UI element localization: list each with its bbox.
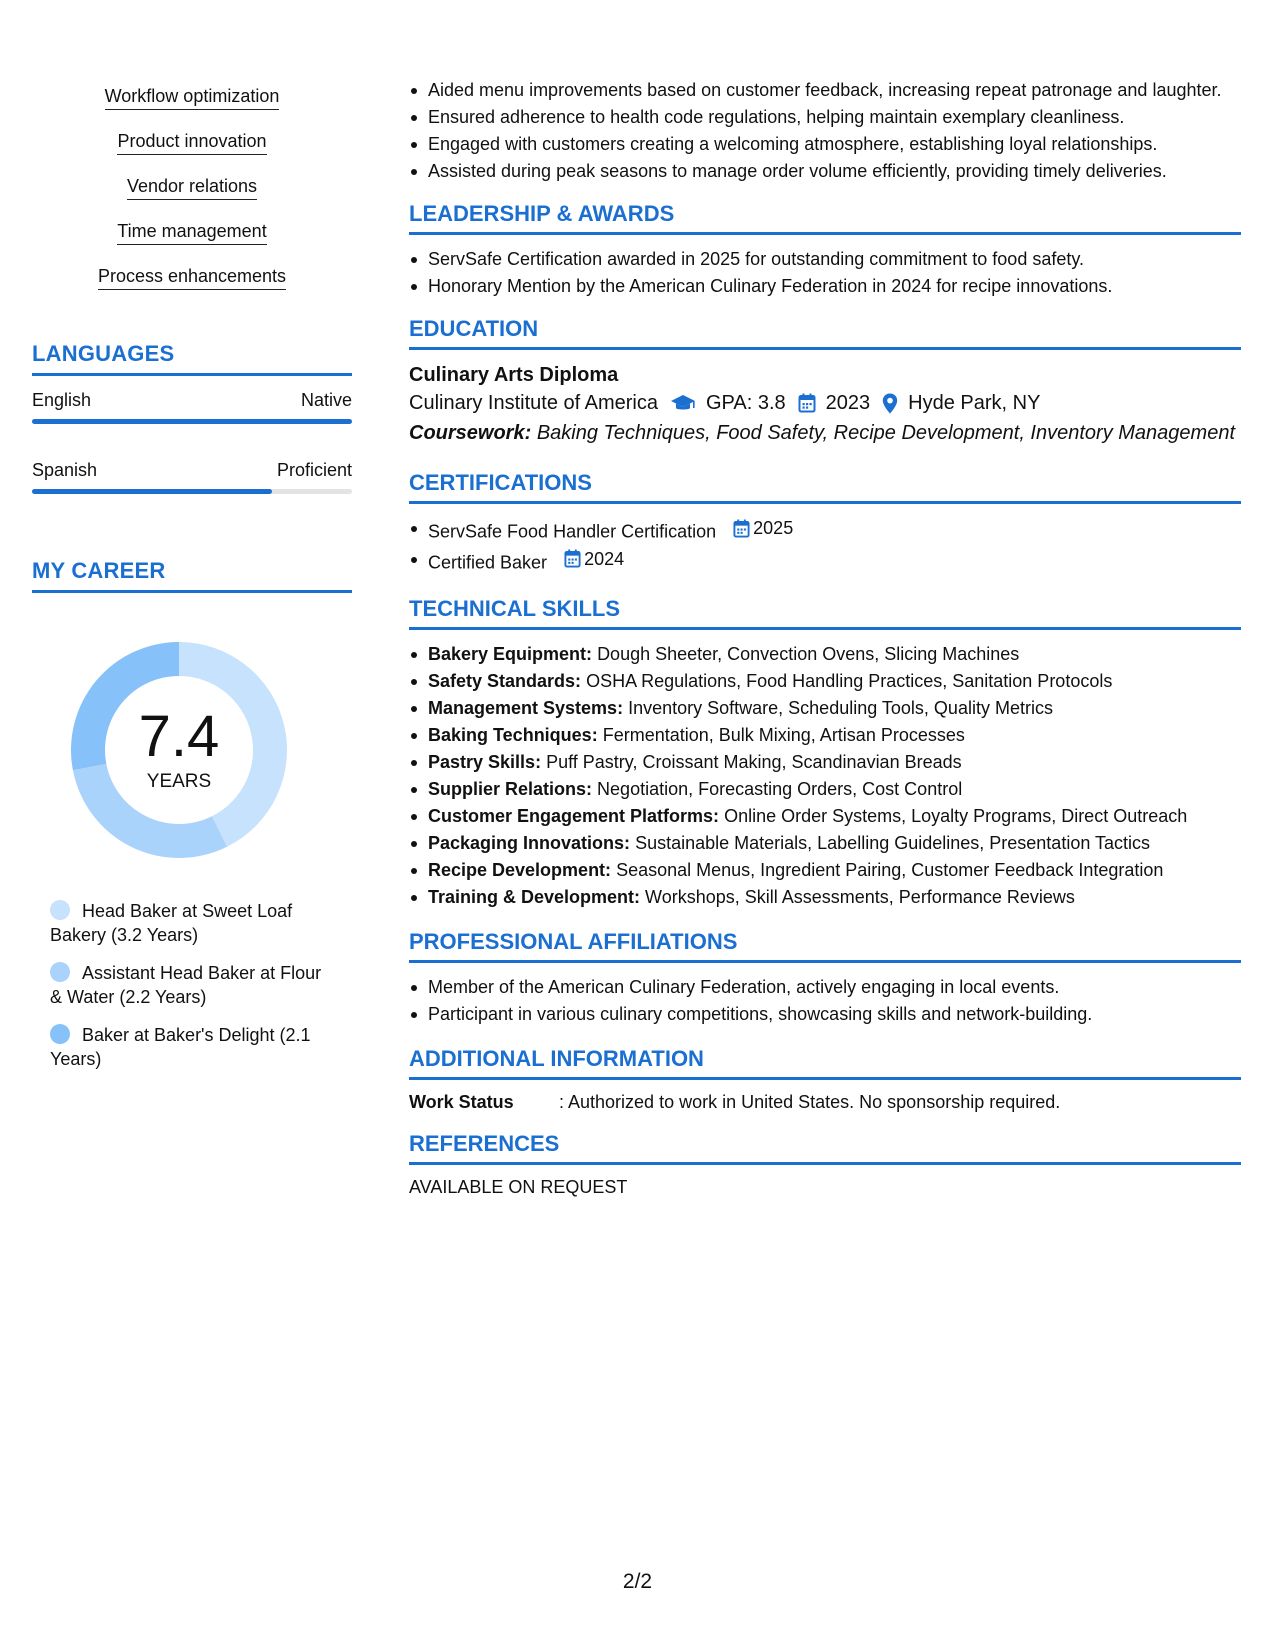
work-status-row — [409, 1092, 1241, 1113]
certifications-list — [409, 516, 1241, 574]
career-donut-chart — [64, 635, 294, 865]
certification-name: Certified Baker — [428, 552, 548, 572]
language-item — [32, 460, 352, 494]
skill-label: Baking Techniques: — [428, 725, 598, 745]
page-number: 2/2 — [622, 1570, 653, 1593]
skill-item — [428, 723, 1241, 747]
skill-item — [428, 750, 1241, 774]
certification-item — [428, 516, 1241, 544]
skill-item — [428, 804, 1241, 828]
skill-item — [428, 669, 1241, 693]
calendar-icon — [733, 519, 750, 538]
strength-item: Process enhancements — [98, 266, 286, 290]
skill-value: Puff Pastry, Croissant Making, Scandinavian Breads — [546, 752, 962, 772]
work-status-value: : Authorized to work in United States. No sponsorship required. — [559, 1092, 1061, 1112]
affiliations-list — [409, 975, 1241, 1026]
skill-label: Recipe Development: — [428, 860, 612, 880]
affiliation-item: Participant in various culinary competitions, showcasing skills and network-building. — [428, 1002, 1241, 1026]
certification-name: ServSafe Food Handler Certification — [428, 521, 717, 542]
skill-value: Dough Sheeter, Convection Ovens, Slicing Machines — [597, 644, 1020, 664]
skill-label: Customer Engagement Platforms: — [428, 806, 720, 826]
skill-value: Seasonal Menus, Ingredient Pairing, Customer Feedback Integration — [616, 860, 1164, 880]
career-title: MY CAREER — [32, 558, 352, 593]
experience-bullet: Engaged with customers creating a welcoming atmosphere, establishing loyal relationships. — [428, 132, 1241, 156]
references-text: AVAILABLE ON REQUEST — [409, 1177, 628, 1197]
donut-center — [64, 635, 294, 865]
skill-label: Bakery Equipment: — [428, 644, 593, 664]
leadership-item: ServSafe Certification awarded in 2025 for outstanding commitment to food safety. — [428, 247, 1241, 271]
certifications-title: CERTIFICATIONS — [409, 470, 1241, 504]
certification-year: 2024 — [584, 548, 625, 569]
legend-swatch — [50, 900, 70, 920]
career-total-years: 7.4 — [138, 704, 220, 769]
certification-item — [428, 547, 1241, 575]
legend-item — [50, 961, 332, 1009]
calendar-icon — [798, 393, 816, 413]
skill-label: Training & Development: — [428, 887, 641, 907]
skill-item — [428, 777, 1241, 801]
references-title: REFERENCES — [409, 1131, 1241, 1165]
legend-swatch — [50, 962, 70, 982]
language-bar-fill — [32, 419, 352, 424]
education-school: Culinary Institute of America — [409, 392, 658, 414]
language-bar-fill — [32, 489, 272, 494]
skill-value: Online Order Systems, Loyalty Programs, Direct Outreach — [724, 806, 1188, 826]
education-title: EDUCATION — [409, 316, 1241, 350]
language-bar — [32, 419, 352, 424]
work-status-label: Work Status — [409, 1092, 514, 1112]
graduation-cap-icon — [670, 393, 696, 413]
strength-item: Vendor relations — [127, 176, 257, 200]
experience-bullet: Ensured adherence to health code regulations, helping maintain exemplary cleanliness. — [428, 105, 1241, 129]
strength-item: Workflow optimization — [105, 86, 280, 110]
skill-item — [428, 696, 1241, 720]
languages-title: LANGUAGES — [32, 341, 352, 376]
right-column — [409, 78, 1241, 1198]
left-column — [32, 86, 352, 1085]
skill-label: Management Systems: — [428, 698, 624, 718]
strength-item: Time management — [117, 221, 266, 245]
education-degree: Culinary Arts Diploma — [409, 364, 619, 386]
legend-swatch — [50, 1024, 70, 1044]
skill-label: Supplier Relations: — [428, 779, 593, 799]
technical-skills-list — [409, 642, 1241, 909]
career-years-unit: YEARS — [146, 771, 212, 792]
language-bar — [32, 489, 352, 494]
education-gpa: GPA: 3.8 — [706, 392, 786, 414]
skill-label: Pastry Skills: — [428, 752, 542, 772]
additional-info-title: ADDITIONAL INFORMATION — [409, 1046, 1241, 1080]
skill-label: Safety Standards: — [428, 671, 582, 691]
skill-value: OSHA Regulations, Food Handling Practices, Sanitation Protocols — [586, 671, 1113, 691]
education-details — [409, 388, 1241, 418]
skill-label: Packaging Innovations: — [428, 833, 631, 853]
affiliation-item: Member of the American Culinary Federation, actively engaging in local events. — [428, 975, 1241, 999]
strengths-list — [32, 86, 352, 311]
leadership-title: LEADERSHIP & AWARDS — [409, 201, 1241, 235]
strength-item: Product innovation — [117, 131, 266, 155]
skill-item — [428, 858, 1241, 882]
skill-value: Fermentation, Bulk Mixing, Artisan Processes — [602, 725, 965, 745]
calendar-icon — [564, 549, 581, 568]
education-location: Hyde Park, NY — [908, 392, 1041, 414]
affiliations-title: PROFESSIONAL AFFILIATIONS — [409, 929, 1241, 963]
leadership-list — [409, 247, 1241, 298]
skill-value: Inventory Software, Scheduling Tools, Quality Metrics — [628, 698, 1053, 718]
skill-item — [428, 885, 1241, 909]
education-coursework — [409, 418, 1241, 448]
language-name: English — [32, 390, 92, 410]
leadership-item: Honorary Mention by the American Culinary Federation in 2024 for recipe innovations. — [428, 274, 1241, 298]
certification-date — [733, 516, 793, 540]
skill-item — [428, 831, 1241, 855]
career-legend — [50, 899, 332, 1071]
skill-item — [428, 642, 1241, 666]
skill-value: Workshops, Skill Assessments, Performance Reviews — [645, 887, 1075, 907]
location-pin-icon — [882, 393, 898, 414]
legend-item — [50, 899, 332, 947]
experience-bullet: Assisted during peak seasons to manage order volume efficiently, providing timely deliveries. — [428, 159, 1241, 183]
language-level: Native — [300, 390, 352, 410]
skill-value: Sustainable Materials, Labelling Guidelines, Presentation Tactics — [635, 833, 1151, 853]
legend-label: Head Baker at Sweet Loaf Bakery (3.2 Years) — [50, 901, 293, 945]
skill-value: Negotiation, Forecasting Orders, Cost Control — [597, 779, 963, 799]
certification-date — [564, 547, 624, 571]
education-year: 2023 — [825, 392, 871, 414]
experience-bullet: Aided menu improvements based on customer feedback, increasing repeat patronage and laughter. — [428, 78, 1241, 102]
certification-year: 2025 — [753, 518, 794, 538]
legend-label: Baker at Baker's Delight (2.1 Years) — [50, 1025, 311, 1069]
coursework-label: Coursework: — [409, 422, 532, 444]
legend-label: Assistant Head Baker at Flour & Water (2.2 Years) — [50, 963, 322, 1007]
technical-skills-title: TECHNICAL SKILLS — [409, 596, 1241, 630]
experience-bullets — [409, 78, 1241, 183]
legend-item — [50, 1023, 332, 1071]
coursework-text: Baking Techniques, Food Safety, Recipe Development, Inventory Management — [536, 422, 1235, 444]
language-name: Spanish — [32, 460, 98, 480]
language-item — [32, 390, 352, 424]
language-level: Proficient — [276, 460, 352, 480]
